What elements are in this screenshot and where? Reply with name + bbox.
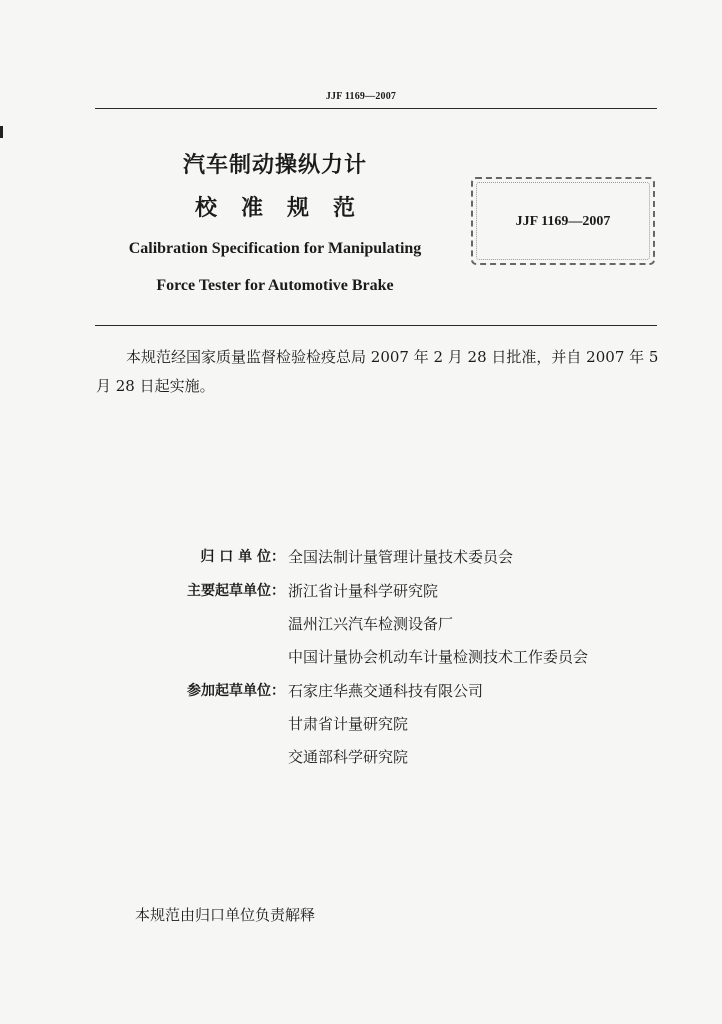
- responsible-unit-value: 全国法制计量管理计量技术委员会: [288, 548, 514, 566]
- spec-code-stamp-box: [471, 177, 655, 265]
- responsible-unit-label: 归 口 单 位：: [200, 549, 285, 565]
- participating-label: 参加起草单位：: [187, 683, 285, 699]
- title-rule: [95, 325, 657, 326]
- participating-unit: 交通部科学研究院: [288, 748, 409, 766]
- title-en-line-2: Force Tester for Automotive Brake: [156, 277, 394, 294]
- title-cn-line-2: 校准规范: [194, 196, 379, 221]
- header-rule: [95, 108, 657, 109]
- approval-statement: 本规范经国家质量监督检验检疫总局 2007 年 2 月 28 日批准，并自 2007 年 5 月 28 日起实施。: [96, 348, 659, 395]
- title-en-line-1: Calibration Specification for Manipulating: [128, 240, 422, 257]
- title-cn-line-1: 汽车制动操纵力计: [182, 153, 367, 178]
- page-edge-mark: [0, 126, 3, 138]
- main-drafting-label: 主要起草单位：: [187, 583, 285, 599]
- participating-unit: 石家庄华燕交通科技有限公司: [288, 682, 484, 700]
- interpretation-note: 本规范由归口单位负责解释: [135, 906, 316, 924]
- main-drafting-unit: 中国计量协会机动车计量检测技术工作委员会: [288, 648, 589, 666]
- main-drafting-unit: 温州江兴汽车检测设备厂: [288, 615, 454, 633]
- participating-unit: 甘肃省计量研究院: [288, 715, 409, 733]
- stamp-spec-code: JJF 1169—2007: [515, 214, 611, 229]
- header-spec-code: JJF 1169—2007: [325, 91, 397, 102]
- main-drafting-unit: 浙江省计量科学研究院: [288, 582, 439, 600]
